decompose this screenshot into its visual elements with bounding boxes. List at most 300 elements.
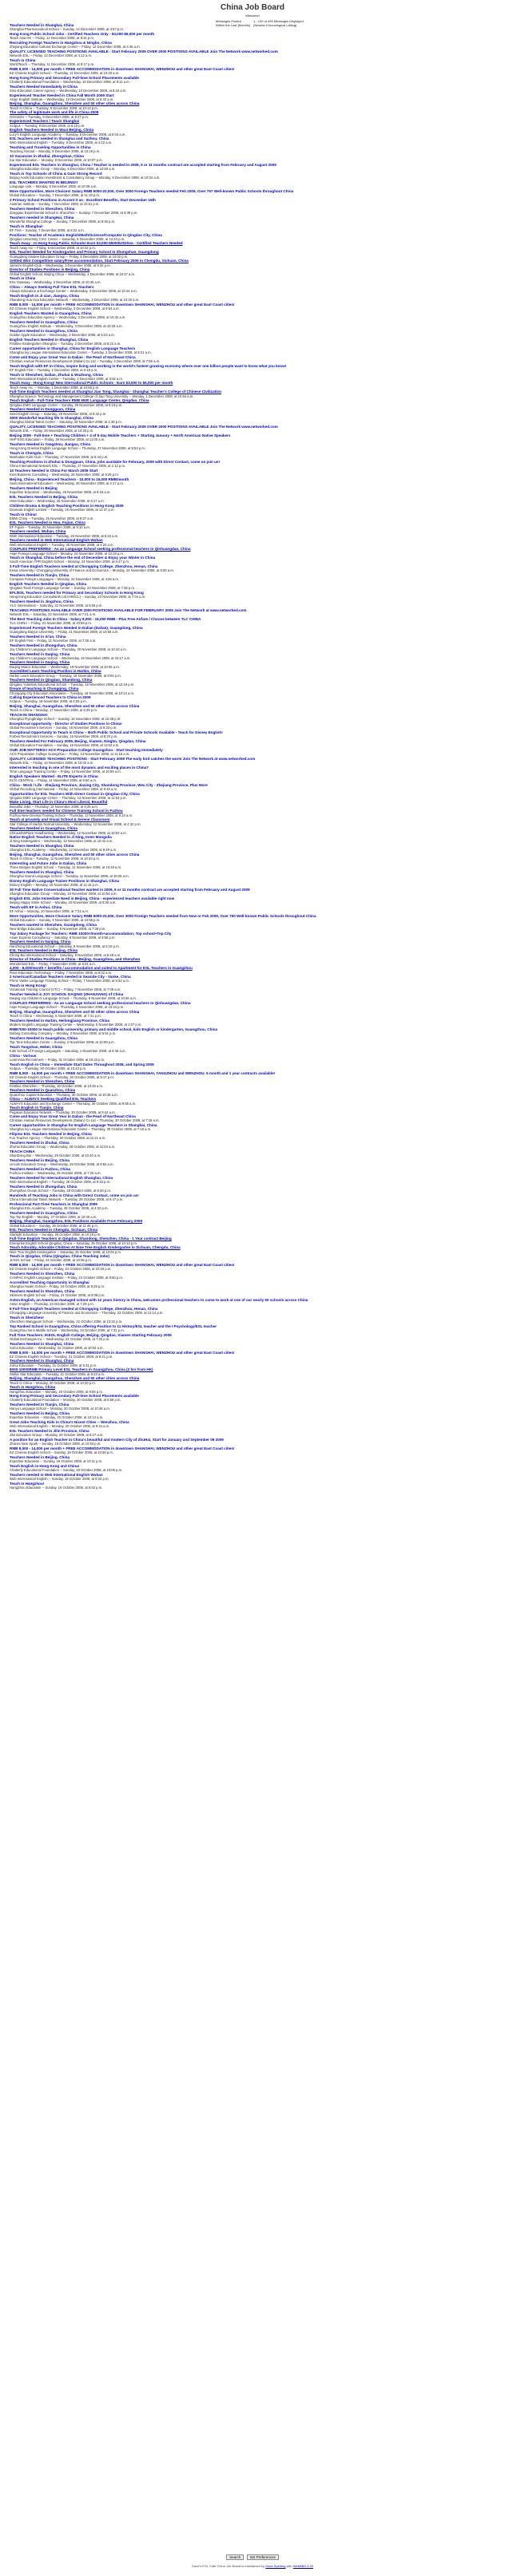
post-title-link[interactable]: Interesting and Future Jobs in Dalian, China [10, 861, 87, 865]
list-item [10, 93, 493, 102]
post-title-link[interactable]: Exceptional Opportunity to Teach in China -- Both Public School and Private Schools Available - Teach for Disney English! [10, 730, 223, 734]
post-title-link[interactable]: Teachers Needed in Harbin, Heilongjiang Province, China [10, 1018, 109, 1023]
post-title-link[interactable]: Teach in Shenzhen, Dalian, Zhuhai & Wuzhong, China [10, 372, 103, 377]
post-title-link[interactable]: RMB 8,000 - 14,000 per month + FREE ACCOMMODATION in downtown SHANGHAI, WENZHOU and other great East Coast cities! [10, 303, 235, 307]
post-title-link[interactable]: Teaching Positions in Zhuhai & Dongguan, China, jobs available for February, 2009 with Direct Contact, come on join us! [10, 459, 220, 464]
list-item [10, 137, 493, 145]
post-title-link[interactable]: 3 Primary School Positions in Accent it an - Excellent Benefits, Start December 15th [10, 197, 156, 202]
post-title-link[interactable]: Teachers Needed in Beijing, China [10, 1411, 70, 1416]
list-item [10, 853, 493, 861]
post-meta: Fuzhou New-Oriental Training School -- Thursday, 13 November 2008, at 9:24 a.m. [10, 813, 133, 817]
post-meta: EZ Chinese English School -- Thursday, 30 October 2008, at 9:17 p.m. [10, 1074, 114, 1079]
post-title-link[interactable]: Teachers Needed Immediately in China [10, 84, 78, 89]
post-title-link[interactable]: Teachers Needed in Quanzhou, China [10, 1088, 76, 1093]
list-item [10, 1167, 493, 1176]
list-item [10, 23, 493, 32]
set-preferences-button[interactable]: Set Preferences [247, 2554, 279, 2560]
list-item [10, 1054, 493, 1062]
post-title-link[interactable]: The Best Teaching Jobs In China - Salary 8,000 - 15,000 RMB - Plus Free Airfare / Choose between TLC CHINA [10, 616, 201, 621]
post-title-link[interactable]: Full-Time English Teachers needed at Shanghai Jiao Tong, Shanghai - Shanghai Teacher's College of Chinese Civilization [10, 390, 221, 394]
post-meta: Chongqing City Education Association -- Tuesday, 18 November 2008, at 10:14 a.m. [10, 690, 135, 695]
post-title-link[interactable]: Beijing, Shanghai, Guangzhou, Shenzhen and 50 other cities across China [10, 704, 140, 709]
post-title-link[interactable]: ESL TEACHERS WANTED IN BEIJING!! [10, 180, 78, 184]
post-title-link[interactable]: Calling Experienced Teachers to China in 2009 [10, 695, 91, 700]
post-title-link[interactable]: Teach Adorably, Adorable Children At Nine Tree English Kindergarten in Sichuan, Chengdu, China [10, 1245, 181, 1250]
post-meta: Xcitpus -- Thursday, 30 October 2008, at 10:42 p.m. [10, 1066, 87, 1070]
post-title-link[interactable]: ESL teachers are needed in Shanghai and Suzhou, China [10, 137, 109, 141]
post-meta: Network ESL -- Friday, 28 November 2008, at 10:20 p.m. [10, 429, 94, 433]
post-title-link[interactable]: Teach in Hong Kong! [10, 983, 46, 988]
post-title-link[interactable]: Teachers wanted in Shenzhen, Guangdong, China [10, 922, 97, 927]
list-item [10, 983, 493, 992]
post-title-link[interactable]: Accredited Teaching Opportunity in Shanghai [10, 1280, 89, 1284]
post-title-link[interactable]: ESL Teacher Needed for Kindergarten and Primary School in Zhongshan, Guangdong [10, 250, 159, 255]
post-title-link[interactable]: Hong Kong Public School Jobs - Certified Teachers Only - $3,000-$6,000 per month [10, 31, 155, 36]
list-item [10, 966, 493, 975]
post-title-link[interactable]: TEACHING POSITIONS AVAILABLE OVER 2000 POSITIONS AVAILABLE FOR FEBRUARY 2009 Join The Network at www.networked.com [10, 607, 247, 612]
post-title-link[interactable]: Teachers Needed in Daqing, China [10, 651, 70, 656]
post-title-link[interactable]: Teach in Shanghai, China before the end of December & Enjoy your Winter in China [10, 556, 156, 560]
post-title-link[interactable]: Teach English in Ji xian, Jiangsu, China [10, 294, 79, 299]
list-item [10, 1473, 493, 1482]
post-title-link[interactable]: Great Jobs-Teaching Kids in China's Nicest Cities -- Wenzhou, China [10, 1420, 129, 1424]
list-item [10, 145, 493, 154]
list-item [10, 739, 493, 748]
post-title-link[interactable]: Teach in China [10, 57, 36, 62]
list-item [10, 713, 493, 722]
list-item [10, 669, 493, 678]
post-meta: Ji Ning Kindergarten -- Wednesday, 12 November 2008, at 10:42 a.m. [10, 839, 113, 844]
post-title-link[interactable]: RMB7000-10000 to teach public university, primary and middle school, kids English or kindergarten, Guangzhou, China [10, 1027, 218, 1031]
list-item [10, 1123, 493, 1132]
post-title-link[interactable]: Teachers Needed in Tianjin, China [10, 573, 70, 578]
post-title-link[interactable]: Children Drama & English Teaching Positions in Hong Kong 2009 [10, 503, 124, 508]
post-title-link[interactable]: Teachers Needed in Guangzhou, China [10, 328, 78, 333]
list-item [10, 748, 493, 757]
list-item [10, 1062, 493, 1071]
post-title-link[interactable]: Opportunities for ESL Teachers With Direct Contact in Qingdao City, China [10, 791, 140, 796]
list-item [10, 1272, 493, 1280]
post-meta: CANPAC English Language Institute -- Friday, 24 October 2008, at 9:50 p.m. [10, 1276, 124, 1280]
post-title-link[interactable]: Teach with EF in Anhui, China [10, 904, 62, 909]
post-meta: Network ESL -- Friday, 14 November 2008, at 10:42 a.m. [10, 761, 94, 766]
post-title-link[interactable]: Full time teachers needed for Chinese Training School in Fuzhou [10, 809, 123, 813]
post-title-link[interactable]: China -- Always Seeking Full Time ESL Teachers [10, 285, 94, 290]
list-item [10, 1367, 493, 1376]
post-meta: ELTA CENTRAL -- Friday, 14 November 2008, at 5:50 a.m. [10, 778, 97, 782]
post-title-link[interactable]: Interested in teaching in one of the most dynamic and exciting places in China? [10, 765, 149, 770]
post-title-link[interactable]: Teachers Needed in Shanghai, China [10, 869, 74, 874]
post-title-link[interactable]: QUALITY, LICENSED TEACHING POSITIONS - Start February 2009 The early bird catches the worm Join The Network at www.networked.com [10, 756, 256, 761]
post-title-link[interactable]: Teachers Needed in Shanghai, China [10, 23, 74, 27]
list-item [10, 154, 493, 163]
list-item [10, 320, 493, 329]
list-item [10, 224, 493, 233]
post-title-link[interactable]: Accredited Learn Teaching Position in Harbin, China [10, 669, 101, 674]
post-title-link[interactable]: Career opportunities in Shanghai for English Language Teachers in Shanghai, China [10, 1123, 157, 1128]
post-title-link[interactable]: Settled Win! Competitive salary/Free accommodation, Start February 2009 in Chengdu, Sichuan, China [10, 259, 189, 263]
post-meta: Web International English -- Monday, 20 October 2008, at 9:24 a.m. [10, 1424, 110, 1429]
list-item [10, 1429, 493, 1438]
post-title-link[interactable]: Experienced Foreign Teachers Needed in Dalian (Dalian), Guangdong, China [10, 625, 143, 630]
post-title-link[interactable]: Come and Enjoy Your Great Year in Dalian - the Pearl of Northeast China [10, 1114, 136, 1119]
post-title-link[interactable]: Beijing, Shanghai, Guangzhou, Shenzhen and 50 other cities across China [10, 1376, 140, 1381]
list-item [10, 1254, 493, 1263]
post-title-link[interactable]: Full-Time English Teachers in Qingdao, Shandong, Shenzhen, China - 1 Year contract Beijing [10, 1237, 172, 1241]
post-meta: EF English First -- Tuesday, 2 December 2008, at 5:18 a.m. [10, 367, 98, 372]
post-title-link[interactable]: Teach Away - In Hong Kong Public Schools! Earn $3,000-$5000USD/mo - Certified Teachers Needed [10, 241, 183, 246]
post-title-link[interactable]: QUALITY, LICENSED TEACHING POSITIONS AVAILABLE - Start February 2009 OVER 2000 POSITIONS AVAILABLE Join The Network www.networked.com [10, 49, 278, 53]
post-title-link[interactable]: Teach English in Hong Kong and China! [10, 1463, 80, 1468]
post-list [10, 23, 493, 1490]
list-item [10, 233, 493, 242]
post-meta: HangZhou Education -- Monday, 20 October 2008, at 9:55 p.m. [10, 1389, 104, 1394]
search-button[interactable]: Search [226, 2554, 244, 2560]
post-title-link[interactable]: Filipino ESL Teachers Needed in Beijing, China [10, 1132, 92, 1137]
post-meta: Expertise Education -- Monday, 20 October 2008, at 10:13 a.m. [10, 1415, 104, 1420]
post-meta: LearnAsia Recruitment -- Friday, 31 October 2008, at 10:23 p.m. [10, 1057, 105, 1062]
post-meta: GOCEDU -- Tuesday, 9 December 2008, at 9:27 p.m. [10, 114, 89, 119]
post-title-link[interactable]: Aston English, an American managed school with 12 years history in China, welcomes professional teachers to come to work at one of our nearly 50 schools across China [10, 1297, 308, 1302]
post-meta: Network ESL -- Saturday, 22 November 2008, at 7:21 a.m. [10, 612, 97, 617]
post-title-link[interactable]: Full Time Teachers: IKEOL English College, Beijing, Qingdao, Xiamen Starting February 2009 [10, 1332, 172, 1337]
post-title-link[interactable]: English Teachers Needed in Wuxi Beijing, China [10, 128, 93, 133]
post-title-link[interactable]: RMB 8,000 - 14,000 per month + FREE ACCOMMODATION in downtown SHANGHAI, WENZHOU and other great East Coast cities! [10, 1446, 235, 1450]
post-title-link[interactable]: Come and Enjoy your Great Year in Dalian - the Pearl of Northeast China [10, 354, 136, 359]
list-item [10, 538, 493, 547]
post-title-link[interactable]: RMB 8,000 - 14,000 per month + FREE ACCOMMODATION in downtown SHANGHAI, YANGZHOU and WENZHOU. 5 month and 1 year contracts available! [10, 1070, 276, 1075]
list-item [10, 1219, 493, 1228]
list-item [10, 1193, 493, 1202]
post-meta: EF Fujian -- Tuesday, 25 November 2008, at 8:10 a.m. [10, 524, 90, 529]
post-title-link[interactable]: Teachers Needed in Yangzhou, Jiangsu, China [10, 442, 91, 446]
list-item [10, 1202, 493, 1211]
list-item [10, 425, 493, 433]
post-title-link[interactable]: COUPLES PREFERRED - As an Language School seeking professional teachers in Qinhuangdao, China [10, 547, 191, 552]
list-item [10, 1036, 493, 1045]
post-title-link[interactable]: English Teachers Needed in Qingdao, China [10, 582, 87, 586]
post-title-link[interactable]: Teachers Needed in Qingdao, Shandong, China [10, 678, 93, 683]
post-title-link[interactable]: EFL/ESL Teachers needed for Primary and Secondary Schools in Hong Kong [10, 590, 144, 595]
post-meta: Kesai University / Chongqing University of Finance and Economics -- Monday, 24 November 2008, at 6:00 a.m. [10, 568, 174, 573]
list-item [10, 355, 493, 364]
post-title-link[interactable]: 10 Vacancies in Zhuhai, Zhongshan, China [10, 154, 84, 159]
post-title-link[interactable]: Teachers Needed in Tianjin, China [10, 1403, 70, 1407]
post-meta: Global Education -- Sunday, 7 December 2008, at 11:19 p.m. [10, 193, 100, 198]
post-meta: Pegasus Education Network -- Thursday, 30 October 2008, at 9:44 a.m. [10, 1110, 116, 1114]
list-item [10, 110, 493, 119]
list-item [10, 416, 493, 425]
post-title-link[interactable]: Teachers Needed in Nanjing, China [10, 940, 71, 944]
post-meta: Shanghai Education Group -- Monday, 8 December 2008, at 10:59 a.m. [10, 167, 116, 172]
post-title-link[interactable]: A position for an English Teacher in China's beautiful and modern City of ZhuHai, Start for January and September 09 2009 [10, 1437, 224, 1442]
post-title-link[interactable]: Teachers Needed in Shenzhen, China [10, 1079, 75, 1084]
post-title-link[interactable]: Dream of teaching in Chongqing, China [10, 687, 79, 691]
post-meta: Firstline Kindergarten Shanghai -- Tuesday, 2 December 2008, at 6:22 a.m. [10, 342, 121, 346]
post-title-link[interactable]: Teachers Needed for International English Shanghai, China [10, 1175, 113, 1180]
post-title-link[interactable]: Teachers Needed in Shenzhen, China [10, 1288, 75, 1293]
list-item [10, 1289, 493, 1298]
post-title-link[interactable]: English ESL Jobs Immediate Need in Beijing, China - experienced teachers available right now [10, 896, 175, 900]
post-title-link[interactable]: Positions: Teacher of Academic English/Math/Science/Computer in Qingdao City, China [10, 232, 162, 237]
post-title-link[interactable]: Teach in Qingdao, China (Qingdao, China Teaching Jobs) [10, 1254, 109, 1259]
post-title-link[interactable]: Director of Studies Positions in Beijing, China [10, 267, 90, 272]
post-meta: Enterprise English School Qingdao, China -- Saturday, 25 October 2008, at 10:13 p.m. [10, 1241, 138, 1245]
post-title-link[interactable]: Beijing, Shanghai, Guangzhou, ESL Positions Available From February 2009 [10, 1219, 143, 1224]
post-meta: HangZhou Education -- Sunday, 19 October 2008, at 5:53 p.m. [10, 1485, 103, 1490]
list-item [10, 730, 493, 739]
post-title-link[interactable]: More Opportunities, More Choices! Salary RMB 6000-20,000, Over 3000 Foreign Teachers needed from Now or Feb 2009, Over 700 Well-known Public Schools throughout China [10, 913, 316, 918]
post-title-link[interactable]: Teach in Hangzhou! [10, 1481, 45, 1486]
list-item [10, 573, 493, 582]
post-title-link[interactable]: China -- ALWAYS Seeking Qualified ESL Teachers [10, 1097, 97, 1102]
post-meta: Web International English -- Sunday, 19 October 2008, at 9:22 p.m. [10, 1476, 109, 1481]
list-item [10, 1071, 493, 1080]
author-link[interactable]: Dave Sperling [265, 2564, 286, 2568]
post-title-link[interactable]: Teaching and Traveling Opportunities in China [10, 145, 91, 150]
post-meta: Zhuhai Education Group -- Wednesday, 29 October 2008, at 11:04 a.m. [10, 1145, 116, 1150]
list-item [10, 267, 493, 276]
post-title-link[interactable]: Teach in China! [10, 512, 37, 516]
post-title-link[interactable]: QUALITY, LICENSED TEACHING POSITIONS AVAILABLE - Start February 2009 OVER 2000 POSITIONS AVAILABLE Join The Network www.networked.com [10, 425, 278, 429]
post-meta: Xuhui Education -- Tuesday, 21 October 2008, at 6:31 p.m. [10, 1363, 97, 1367]
post-title-link[interactable]: Teach in Hangzhou, China [10, 1385, 56, 1390]
list-item [10, 407, 493, 416]
post-title-link[interactable]: The safety of legitimate work and life in China 2009 [10, 110, 99, 115]
post-title-link[interactable]: Exceptional opportunity - Director of Studies Positions in China! [10, 722, 122, 726]
post-meta: Daqing Joy Children's Language School -- Thursday, 6 November 2008, at 10:46 a.m. [10, 996, 137, 1001]
post-title-link[interactable]: Teach in Shanghai! [10, 224, 43, 228]
post-meta: Joy Children's Language School -- Wednesday, 19 November 2008, at 10:17 a.m. [10, 655, 131, 660]
post-title-link[interactable]: Disney English Language Trainer Positions in Shanghai, China [10, 878, 120, 883]
post-title-link[interactable]: Experienced ESL Teachers in Shanghai, China / Teacher is needed in 2009, 5 or 11 months contract are accepted starting from February and August 2009 [10, 163, 276, 167]
post-title-link[interactable]: Teach English in Tianjin, China [10, 1106, 64, 1110]
post-title-link[interactable]: Teach Away - Hong Kong! New International Public Schools - Earn $3,500 to $6,000 per month [10, 381, 173, 386]
post-meta: Disney English -- Monday, 10 November 2008, at 11:16 p.m. [10, 883, 99, 888]
post-meta: Hong Kong Education Consultants Ltd (HKECL) -- Sunday, 23 November 2008, at 7:04 a.m. [10, 595, 146, 599]
post-meta: Lincoln Education Group -- Wednesday, 29 October 2008, at 9:53 a.m. [10, 1162, 114, 1167]
post-title-link[interactable]: Teachers Needed in Beijing [10, 485, 58, 490]
post-title-link[interactable]: Teachers Needed in Guangzhou, China [10, 319, 78, 324]
post-title-link[interactable]: China - Work / Life - Zhejiang Province, Jiaxing City, Shandong Province, Weu City - Zhejiang Province, Plus More [10, 782, 208, 787]
list-item [10, 660, 493, 669]
post-title-link[interactable]: RMB 8,000 - 14,000 per month + FREE ACCOMMODATION in downtown SHANGHAI, WENZHOU and other great East Coast cities! [10, 66, 235, 71]
post-title-link[interactable]: English Speakers Wanted - ELITE Experts in China [10, 774, 98, 778]
post-title-link[interactable]: 3 Full-Time English Teachers needed at Chongqing College, Zhenzhou, Henan, China [10, 564, 158, 569]
post-title-link[interactable]: Beijing 2009 - Full-time + Teaching Children + 4 of 5-day Mobile Teachers + Starting January + North American Native Speakers [10, 433, 231, 438]
post-meta: Web International English Center -- Tuesday, 2 December 2008, at 3:32 a.m. [10, 376, 124, 381]
post-title-link[interactable]: Teachers Needed in Shanghai, China [10, 844, 74, 849]
post-title-link[interactable]: Teach English in China -- Immediate Start Dates Throughout 2008, and Spring 2009 [10, 1062, 154, 1066]
list-item [10, 398, 493, 407]
post-meta: Star College of Harbin Normal University -- Wednesday, 12 November 2008, at 4:32 p.m. [10, 821, 141, 826]
post-title-link[interactable]: Experienced Teachers / Teach Shanghai [10, 119, 80, 124]
post-title-link[interactable]: Teachers Needed in Guangzhou, China [10, 1210, 78, 1215]
list-item [10, 870, 493, 879]
post-title-link[interactable]: Teachers Needed For February 2009, Beijing, Xiamen, Ningbo, Qingdao, China [10, 738, 146, 743]
list-item [10, 975, 493, 983]
post-title-link[interactable]: English Teachers Wanted in Guangzhou, China [10, 311, 92, 315]
post-meta: ALWAYS Education and Exchange Center -- Thursday, 30 October 2008, at 9:55 a.m. [10, 1101, 137, 1106]
post-title-link[interactable]: ESL Teachers Needed in Beijing, China [10, 494, 78, 499]
list-item [10, 364, 493, 373]
post-title-link[interactable]: Teachers Needed in Shenzhen, China [10, 1272, 75, 1276]
post-title-link[interactable]: Professional Part-Time Teachers in Shanghai 2009 [10, 1201, 97, 1206]
post-title-link[interactable]: Teachers Needed in Shanghai, China [10, 1341, 74, 1346]
list-item [10, 564, 493, 573]
list-item [10, 1158, 493, 1167]
post-title-link[interactable]: ESL Teachers Needed in Beijing, China [10, 948, 78, 953]
list-item [10, 1351, 493, 1359]
list-item [10, 905, 493, 914]
post-title-link[interactable]: Hundreds of Teaching Jobs in China with Direct Contact, come on join us! [10, 1193, 139, 1197]
post-title-link[interactable]: Teachers Needed in Zhongshan, China [10, 643, 78, 647]
post-title-link[interactable]: Beijing, Shanghai, Guangzhou, Shenzhen and 50 other cities across China [10, 853, 140, 857]
post-title-link[interactable]: TEACH CHINA [10, 1149, 35, 1153]
post-title-link[interactable]: Beijing, Shanghai, Guangzhou, Shenzhen and 50 other cities across China [10, 1009, 140, 1014]
post-meta: Fun Teacher Agency -- Thursday, 30 October 2008, at 11:21 a.m. [10, 1136, 106, 1141]
list-item [10, 704, 493, 713]
post-meta: EZ Chinese English School -- Wednesday, 3 December 2008, at 9:53 a.m. [10, 307, 120, 311]
post-title-link[interactable]: Director of Studies Positions in China - Beijing, Guangzhou, and Shenzhen [10, 957, 141, 962]
list-item [10, 163, 493, 172]
list-item [10, 1245, 493, 1254]
post-title-link[interactable]: Teach in China [10, 276, 36, 281]
post-title-link[interactable]: Teach in Top Schools of China & Gain Strong Record [10, 171, 102, 176]
post-title-link[interactable]: Beijing, Shanghai, Guangzhou, Shenzhen and 50 other cities across China [10, 101, 140, 106]
software-link[interactable]: WebBBS 4.33 [292, 2564, 313, 2568]
list-item [10, 1114, 493, 1123]
list-item [10, 617, 493, 626]
post-title-link[interactable]: Teachers needed in ShangHai, China [10, 215, 74, 220]
post-meta: James's English Club -- Wednesday, 3 December 2008, at 9:32 p.m. [10, 263, 111, 267]
list-item [10, 451, 493, 460]
post-title-link[interactable]: TEACH IN SHANGHAI [10, 713, 48, 718]
list-item [10, 1079, 493, 1088]
post-title-link[interactable]: 8 Full-Time English Teachers needed at Chongqing College, Zhenzhou, Henan, China [10, 1306, 158, 1311]
post-title-link[interactable]: Teach English - Full-Time Teachers RMB 6500 Language Center, Qingdao, China [10, 398, 149, 403]
post-title-link[interactable]: Teachers Needed in Dongguan, China [10, 407, 76, 412]
post-title-link[interactable]: Beijing, China - Experienced Teachers - 10,000 to 15,000 RMB/month [10, 477, 129, 481]
post-title-link[interactable]: Native English Teachers Needed in Ji Ning, Inner Mongolia [10, 835, 112, 840]
list-item [10, 608, 493, 617]
post-title-link[interactable]: China - Various [10, 1053, 37, 1058]
post-meta: Sino-Education Career Agency -- Wednesday, 10 December 2008, at 8:44 a.m. [10, 88, 127, 93]
post-title-link[interactable]: Teachers Needed in Guangzhou, China [10, 1035, 78, 1040]
post-title-link[interactable]: Make Living, Start Life in China's Most Liberal, Beautiful [10, 800, 108, 805]
post-title-link[interactable]: Teachers Needed in Beijing, China [10, 1454, 70, 1459]
post-title-link[interactable]: ESL Teachers Needed in Chengdu, Sichuan, China [10, 1228, 98, 1233]
list-item [10, 800, 493, 809]
post-meta: Kent Business Consulting -- Wednesday, 26 November 2008, at 9:25 p.m. [10, 473, 119, 477]
post-title-link[interactable]: Teacher Needed in JOY SCHOOL DAQING (ZHANJIANG) of China [10, 992, 124, 997]
post-meta: Beijing Aoshi Education Investment & Consultancy Group -- Monday, 8 December 2008, at 10:34 a.m. [10, 176, 161, 180]
post-title-link[interactable]: Top Salary Package for Teachers: RMB 10000+/month+accommodation; Top school+Top City [10, 931, 172, 936]
post-title-link[interactable]: 30 Full Time Native Conversational Teacher wanted in 2009, 5 or 11 months contract are accepted starting from February and August 2009 [10, 887, 250, 892]
stats-value: (Newest Chronological Listing) [253, 23, 297, 27]
post-title-link[interactable]: Teachers Needed in Jingzhou, China [10, 599, 74, 603]
post-meta: Joy Children's Language School -- Thursday, 20 November 2008, at 10:43 a.m. [10, 647, 127, 651]
post-title-link[interactable]: Hong Kong Primary and Secondary Full-time School Placements available [10, 75, 139, 80]
post-meta: Shanghai Ivy League International Education Center -- Tuesday, 2 December 2008, at 9:21 a.m. [10, 350, 152, 354]
post-title-link[interactable]: Teachers Needed in Zhongshan, China [10, 1184, 78, 1189]
post-meta: Web International English -- Tuesday, 25 November 2008, at 4:24 a.m. [10, 542, 114, 547]
post-title-link[interactable]: English Teachers Needed in Shanghai, China [10, 337, 89, 342]
post-title-link[interactable]: Teachers Needed in Beijing, China [10, 1157, 70, 1162]
post-title-link[interactable]: Hong Kong Primary and Secondary Full-time School Placements available [10, 1394, 139, 1399]
post-title-link[interactable]: Top Ranked School in Guangzhou, China offering Position to 11 History/ESL teacher and the I Psychology/ESL teacher [10, 1324, 217, 1328]
list-item [10, 844, 493, 853]
post-title-link[interactable]: 10 Teachers Needed in China For March 2009 Start [10, 468, 98, 473]
post-meta: Chongqing Language University of Finance and Economics -- Thursday, 23 October 2008, at 12:14 p.m. [10, 1311, 164, 1316]
post-title-link[interactable]: 2 American/Canadian Teachers needed in Seaside City - Vanke, China [10, 975, 131, 979]
post-title-link[interactable]: Teachers Needed in Daqing, China [10, 660, 70, 665]
list-item [10, 311, 493, 320]
post-title-link[interactable]: Recruiting Foreign Teachers in Hangzhou & Ningbo, China [10, 40, 112, 45]
post-meta: Shanghai Flyingbridge School -- Sunday, 16 November 2008, at 10:38 p.m. [10, 717, 121, 722]
list-item [10, 303, 493, 311]
post-meta: Aspe Foreign Language School -- Thursday, 6 November 2008, at 10:33 p.m. [10, 1005, 125, 1010]
post-title-link[interactable]: Teachers Needed in Xi'an, China [10, 634, 66, 639]
post-title-link[interactable]: 4,000 - 8,000/month + benefits / accommodation and suited to Apartment for ESL Teachers in Guangzhou [10, 966, 193, 971]
post-title-link[interactable]: Teachers needed in Web International English Wuhan [10, 538, 103, 543]
list-item [10, 1097, 493, 1106]
post-meta: Sedo International Education -- Wednesday, 26 November 2008, at 2:17 p.m. [10, 481, 125, 486]
post-meta: Web International English -- Tuesday, 9 December 2008, at 4:22 a.m. [10, 140, 113, 145]
list-item [10, 1106, 493, 1114]
post-title-link[interactable]: Teach at privately and Visual School & Serene Classroom [10, 817, 110, 822]
post-meta: Shanghai ESL Academy -- Wednesday, 12 November 2008, at 9:49 a.m. [10, 848, 117, 853]
post-meta: Hanzhong Educational School -- Saturday, 8 November 2008, at 6:19 p.m. [10, 944, 120, 948]
post-title-link[interactable]: Teach Tangshan, Hebei, China [10, 1044, 62, 1049]
post-title-link[interactable]: Teach in Shenzhen! [10, 1315, 44, 1320]
post-meta: Zhongshan Ocean School -- Tuesday, 28 October 2008, at 8:40 p.m. [10, 1188, 112, 1193]
post-meta: Wonderful Shanghai College -- Sunday, 7 December 2008, at 8:40 p.m. [10, 219, 116, 224]
page-title: China Job Board [220, 3, 284, 12]
post-title-link[interactable]: ESL Teachers Needed in Jilin Province, China [10, 1428, 89, 1433]
post-title-link[interactable]: RMB 8,000 - 14,000 per month + FREE ACCOMMODATION in downtown SHANGHAI, WENZHOU and other great East Coast cities! [10, 1350, 235, 1355]
post-title-link[interactable]: Teachers Needed in Guangzhou, China [10, 826, 78, 831]
post-meta: Shanghai Hualin School -- Friday, 24 October 2008, at 9:25 p.m. [10, 1284, 105, 1289]
post-title-link[interactable]: More Opportunities, More Choices! Salary RMB 6000-20,000, Over 3000 Foreign Teachers needed Feb 2009, Over 757 Well-known Public Schools throughout China [10, 188, 294, 193]
post-title-link[interactable]: ESL Teachers Needed in Hou, Fujian, China [10, 520, 85, 525]
list-item [10, 241, 493, 250]
list-item [10, 861, 493, 870]
post-title-link[interactable]: COUPLES PREFERRED - As an Language School seeking professional teachers in Qinhuangdao, China [10, 1001, 191, 1005]
list-item [10, 119, 493, 128]
post-meta: Shanghai Education Group -- Monday, 10 November 2008, at 10:54 a.m. [10, 892, 117, 896]
post-title-link[interactable]: 3000 Wonderful teaching life in Shanghai, China [10, 416, 93, 421]
list-item [10, 529, 493, 538]
post-title-link[interactable]: Career opportunities in Shanghai, China for English Language Teachers [10, 346, 136, 350]
post-title-link[interactable]: Teachers Needed in Fuzhou, China [10, 1166, 70, 1171]
post-title-link[interactable]: OUR JOB MATTERS!! ACS Preparation College Guangzhou - Start teaching immediately [10, 747, 163, 752]
post-title-link[interactable]: Teachers Needed in Zhuhai, China [10, 1141, 70, 1145]
post-title-link[interactable]: Teachers Needed in Shenzhen, China [10, 206, 75, 211]
post-title-link[interactable]: Teach English with EF in China, inspire living and working in the world's fastest growing economy where over one billion people want to know what you know! [10, 363, 287, 368]
post-title-link[interactable]: Teachers Needed in Shanghai, China [10, 1359, 74, 1363]
list-item [10, 469, 493, 477]
post-title-link[interactable]: RMB 8,000 - 14,000 per month + FREE ACCOMMODATION in downtown SHANGHAI, WENZHOU and other great East Coast cities! [10, 1263, 235, 1268]
list-item [10, 1263, 493, 1272]
post-title-link[interactable]: Teachers needed, Wuhan, China [10, 529, 66, 534]
post-title-link[interactable]: Teach in Chengdu, China [10, 450, 54, 455]
list-item [10, 460, 493, 469]
post-title-link[interactable]: Teachers needed in Web International English Wuhan [10, 1472, 103, 1477]
post-title-link[interactable]: 6000-10000RMB Primary Level ESL Teachers in Guangzhou, China (2 hrs from HK) [10, 1367, 153, 1372]
list-item [10, 766, 493, 774]
post-title-link[interactable]: Experienced Teacher Needed in China Fall Month 2009 Start [10, 93, 114, 97]
